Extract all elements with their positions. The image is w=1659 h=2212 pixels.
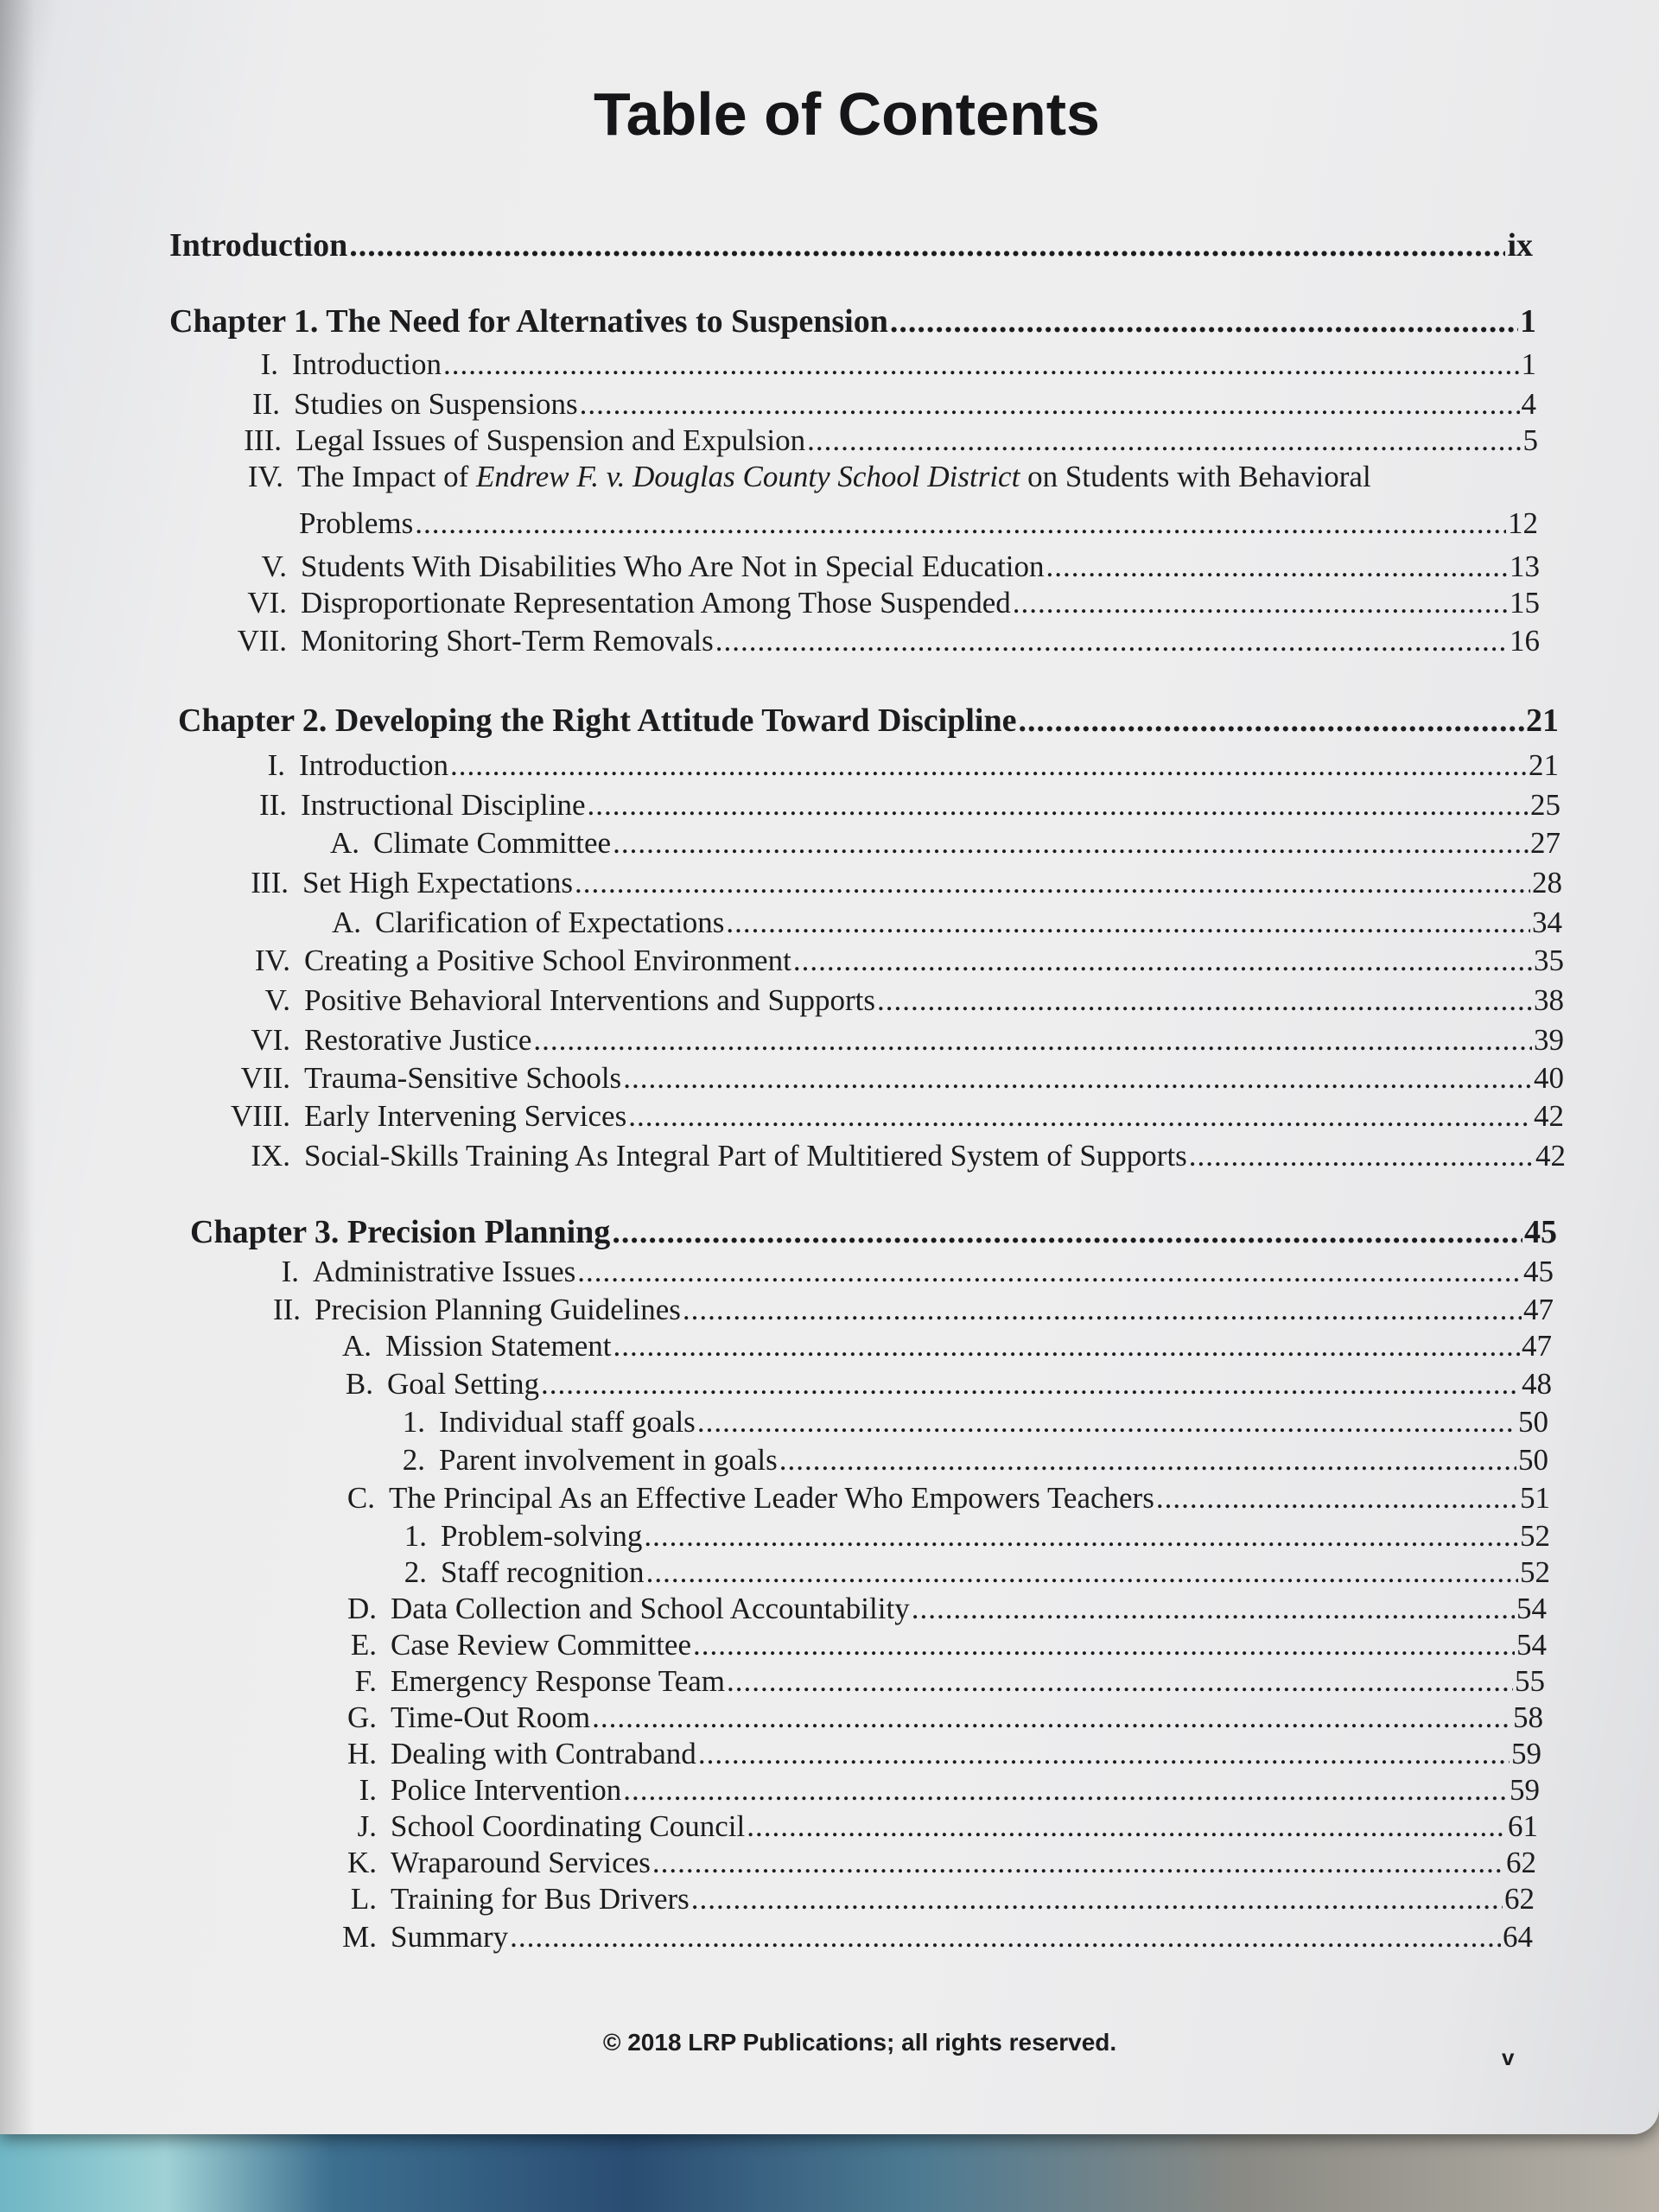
toc-item[interactable]: IX. Social-Skills Training As Integral Part of Multitiered System of Supports ..... 42 — [221, 1137, 1566, 1175]
toc-subsubitem[interactable]: 2. Parent involvement in goals ..... 50 — [356, 1441, 1548, 1479]
dot-leader — [510, 1918, 1501, 1956]
dot-leader — [715, 622, 1508, 660]
dot-leader — [577, 1253, 1522, 1291]
toc-item[interactable]: II. Instructional Discipline ..... 25 — [218, 786, 1560, 824]
toc-page-number: 1 — [1520, 303, 1536, 340]
toc-item[interactable]: I. Introduction ..... 21 — [216, 747, 1559, 785]
dot-leader — [1013, 584, 1508, 622]
toc-subitem[interactable]: E. Case Review Committee ..... 54 — [308, 1626, 1547, 1664]
dot-leader — [1046, 548, 1508, 586]
dot-leader — [693, 1626, 1515, 1664]
copyright-footer: © 2018 LRP Publications; all rights reserved. — [602, 2029, 1117, 2056]
toc-item[interactable]: V. Positive Behavioral Interventions and Supports ..... 38 — [221, 982, 1564, 1020]
toc-subitem[interactable]: M. Summary ..... 64 — [308, 1918, 1533, 1956]
toc-subitem[interactable]: J. School Coordinating Council ..... 61 — [308, 1808, 1538, 1846]
toc-item[interactable]: IV. The Impact of Endrew F. v. Douglas County School District on Students with Behavioral — [247, 460, 1371, 493]
toc-item[interactable]: VIII. Early Intervening Services ..... 42 — [221, 1097, 1564, 1135]
dot-leader — [646, 1554, 1518, 1592]
dot-leader — [628, 1097, 1532, 1135]
toc-entry-text: Introduction — [169, 227, 348, 264]
toc-subsubitem[interactable]: 1. Individual staff goals ..... 50 — [356, 1403, 1548, 1441]
toc-subsubitem[interactable]: 2. Staff recognition ..... 52 — [358, 1554, 1550, 1592]
dot-leader — [580, 385, 1520, 423]
toc-entry-text: Chapter 1. The Need for Alternatives to Suspension — [169, 303, 888, 340]
dot-leader — [779, 1441, 1516, 1479]
dot-leader — [533, 1021, 1532, 1059]
toc-subitem[interactable]: C. The Principal As an Effective Leader Who Empowers Teachers ..... 51 — [306, 1479, 1550, 1517]
toc-chapter-3[interactable] — [190, 1213, 1557, 1251]
dot-leader — [450, 747, 1527, 785]
toc-item[interactable]: VII. Monitoring Short-Term Removals ..... 16 — [218, 622, 1540, 660]
toc-page-number: 21 — [1526, 702, 1559, 739]
dot-leader — [793, 942, 1532, 980]
page-number: v — [1502, 2044, 1515, 2070]
page-title: Table of Contents — [594, 80, 1100, 148]
toc-subitem[interactable]: A. Climate Committee ..... 27 — [290, 824, 1560, 862]
toc-page-number: ix — [1507, 227, 1533, 264]
dot-leader — [1156, 1479, 1518, 1517]
toc-item[interactable]: VI. Disproportionate Representation Among Those Suspended ..... 15 — [218, 584, 1540, 622]
toc-item[interactable]: II. Precision Planning Guidelines ..... 47 — [232, 1291, 1554, 1329]
dot-leader — [588, 786, 1529, 824]
dot-leader — [575, 864, 1530, 902]
toc-subitem[interactable]: B. Goal Setting ..... 48 — [304, 1365, 1552, 1403]
toc-subitem[interactable]: F. Emergency Response Team ..... 55 — [308, 1662, 1545, 1700]
dot-leader — [807, 422, 1521, 460]
dot-leader — [726, 904, 1530, 942]
dot-leader — [697, 1403, 1516, 1441]
toc-subitem[interactable]: L. Training for Bus Drivers ..... 62 — [308, 1880, 1535, 1918]
dot-leader — [415, 505, 1506, 543]
toc-subitem[interactable]: I. Police Intervention ..... 59 — [308, 1771, 1540, 1809]
dot-leader — [623, 1771, 1508, 1809]
toc-item[interactable]: I. Introduction ..... 1 — [209, 346, 1536, 384]
dot-leader — [541, 1365, 1520, 1403]
dot-leader — [683, 1291, 1522, 1329]
dot-leader — [613, 824, 1529, 862]
dot-leader — [747, 1808, 1506, 1846]
toc-item[interactable]: III. Set High Expectations ..... 28 — [219, 864, 1562, 902]
dot-leader — [1189, 1137, 1534, 1175]
toc-chapter-2[interactable] — [178, 702, 1559, 740]
toc-subitem[interactable]: D. Data Collection and School Accountability ..... 54 — [308, 1590, 1547, 1628]
toc-subitem[interactable]: A. Mission Statement ..... 47 — [302, 1327, 1552, 1365]
dot-leader — [912, 1590, 1515, 1628]
dot-leader — [443, 346, 1519, 384]
toc-item[interactable]: IV. Creating a Positive School Environment ..... 35 — [221, 942, 1564, 980]
dot-leader — [877, 982, 1532, 1020]
toc-item[interactable]: VI. Restorative Justice ..... 39 — [221, 1021, 1564, 1059]
toc-subitem[interactable]: G. Time-Out Room ..... 58 — [308, 1699, 1543, 1737]
dot-leader — [612, 1213, 1522, 1251]
toc-introduction[interactable] — [169, 226, 1533, 264]
toc-page-number: 45 — [1524, 1214, 1557, 1250]
toc-item[interactable]: I. Administrative Issues ..... 45 — [230, 1253, 1554, 1291]
dot-leader — [727, 1662, 1513, 1700]
dot-leader — [652, 1844, 1504, 1882]
dot-leader — [890, 302, 1518, 340]
toc-subitem[interactable]: H. Dealing with Contraband ..... 59 — [308, 1735, 1541, 1773]
toc-item-continued[interactable]: Problems ..... 12 — [216, 505, 1538, 543]
toc-item[interactable]: II. Studies on Suspensions ..... 4 — [211, 385, 1536, 423]
toc-item[interactable]: VII. Trauma-Sensitive Schools ..... 40 — [221, 1059, 1564, 1097]
dot-leader — [698, 1735, 1510, 1773]
dot-leader — [1018, 702, 1524, 740]
dot-leader — [349, 226, 1505, 264]
dot-leader — [644, 1517, 1518, 1555]
dot-leader — [623, 1059, 1532, 1097]
dot-leader — [613, 1327, 1520, 1365]
toc-subsubitem[interactable]: 1. Problem-solving ..... 52 — [358, 1517, 1550, 1555]
toc-item[interactable]: III. Legal Issues of Suspension and Expulsion ..... 5 — [213, 422, 1538, 460]
toc-subitem[interactable]: K. Wraparound Services ..... 62 — [308, 1844, 1536, 1882]
toc-item[interactable]: V. Students With Disabilities Who Are Not in Special Education ..... 13 — [218, 548, 1540, 586]
toc-chapter-1[interactable] — [169, 302, 1536, 340]
dot-leader — [691, 1880, 1503, 1918]
toc-entry-text: Chapter 3. Precision Planning — [190, 1214, 611, 1250]
toc-subitem[interactable]: A. Clarification of Expectations ..... 34 — [292, 904, 1562, 942]
toc-entry-text: Chapter 2. Developing the Right Attitude Toward Discipline — [178, 702, 1017, 739]
dot-leader — [592, 1699, 1511, 1737]
